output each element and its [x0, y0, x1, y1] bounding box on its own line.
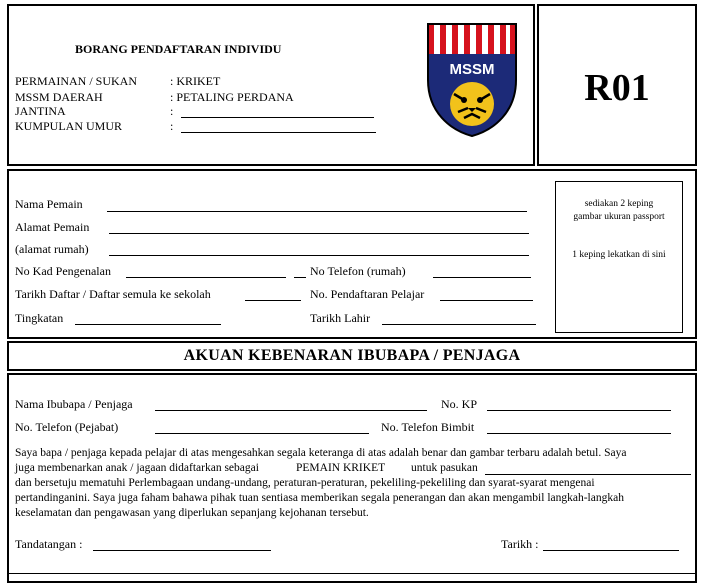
field-label-permainan: PERMAINAN / SUKAN [15, 74, 138, 88]
label-tarikh-daftar: Tarikh Daftar / Daftar semula ke sekolah [15, 287, 211, 301]
label-tarikh-lahir: Tarikh Lahir [310, 311, 371, 325]
tel-rumah-line [433, 277, 531, 278]
tarikh-lahir-line [382, 324, 536, 325]
tel-bimbit-line [487, 433, 671, 434]
alamat-line-2 [109, 255, 529, 256]
tarikh-daftar-line [245, 300, 301, 301]
label-tandatangan: Tandatangan : [15, 537, 83, 551]
photo-instruction-2: gambar ukuran passport [573, 212, 665, 222]
photo-instruction-1: sediakan 2 keping [584, 199, 654, 209]
pasukan-line [485, 474, 691, 475]
label-tingkatan: Tingkatan [15, 311, 64, 325]
field-label-daerah: MSSM DAERAH [15, 90, 103, 104]
consent-heading-box [7, 341, 697, 371]
no-pendaftaran-line [440, 300, 533, 301]
label-tarikh: Tarikh : [501, 537, 539, 551]
label-kad-pengenalan: No Kad Pengenalan [15, 264, 111, 278]
nama-ibubapa-line [155, 410, 427, 411]
no-kp-line [487, 410, 671, 411]
label-nama-pemain: Nama Pemain [15, 197, 83, 211]
mssm-logo [424, 20, 520, 140]
form-title: BORANG PENDAFTARAN INDIVIDU [75, 42, 282, 56]
consent-heading: AKUAN KEBENARAN IBUBAPA / PENJAGA [183, 347, 521, 364]
umur-line [181, 132, 376, 133]
consent-para-line3: dan bersetuju mematuhi Perlembagaan undang-undang, peraturan-peraturan, pekeliling-pekeliling dan syarat-syarat mengenai [15, 477, 595, 489]
kad-line-2 [294, 277, 306, 278]
photo-instruction-3: 1 keping lekatkan di sini [572, 250, 666, 260]
alamat-line-1 [109, 233, 529, 234]
player-box [7, 169, 697, 339]
field-label-jantina: JANTINA [15, 104, 66, 118]
consent-para-line2c: untuk pasukan [411, 462, 478, 474]
tingkatan-line [75, 324, 221, 325]
header-box [7, 4, 535, 166]
consent-para-line5: keselamatan dan pengawasan yang diperlukan sepanjang kejohanan tersebut. [15, 507, 369, 519]
consent-para-line1: Saya bapa / penjaga kepada pelajar di atas mengesahkan segala keteranga di atas adalah benar dan gambar terbaru adalah betul. Saya [15, 447, 627, 459]
logo-text: MSSM [449, 61, 495, 78]
tarikh-line [543, 550, 679, 551]
consent-para-line2a: juga membenarkan anak / jagaan didaftarkan sebagai [15, 462, 259, 474]
label-alamat-rumah: (alamat rumah) [15, 242, 89, 256]
label-tel-rumah: No Telefon (rumah) [310, 264, 406, 278]
label-alamat-pemain: Alamat Pemain [15, 220, 90, 234]
tel-pejabat-line [155, 433, 369, 434]
jantina-line [181, 117, 374, 118]
field-value-permainan: : KRIKET [170, 74, 221, 88]
form-code: R01 [584, 67, 650, 109]
field-value-jantina: : [170, 104, 174, 118]
photo-box [555, 181, 683, 333]
tandatangan-line [93, 550, 271, 551]
label-no-pendaftaran: No. Pendaftaran Pelajar [310, 287, 425, 301]
kad-line [126, 277, 286, 278]
label-tel-bimbit: No. Telefon Bimbit [381, 420, 475, 434]
consent-para-line2b: PEMAIN KRIKET [296, 462, 386, 474]
field-value-daerah: : PETALING PERDANA [170, 90, 294, 104]
field-value-umur: : [170, 119, 174, 133]
consent-box [7, 373, 697, 583]
mssm-shield-icon [424, 20, 520, 140]
label-no-kp: No. KP [441, 397, 478, 411]
code-box [537, 4, 697, 166]
bottom-divider [9, 573, 695, 574]
label-nama-ibubapa: Nama Ibubapa / Penjaga [15, 397, 133, 411]
consent-para-line4: pertandinganini. Saya juga faham bahawa pihak tuan sentiasa memberikan segala penerangan dan akan mengambil langkah-langkah [15, 492, 624, 504]
label-tel-pejabat: No. Telefon (Pejabat) [15, 420, 119, 434]
field-label-umur: KUMPULAN UMUR [15, 119, 123, 133]
nama-pemain-line [107, 211, 527, 212]
